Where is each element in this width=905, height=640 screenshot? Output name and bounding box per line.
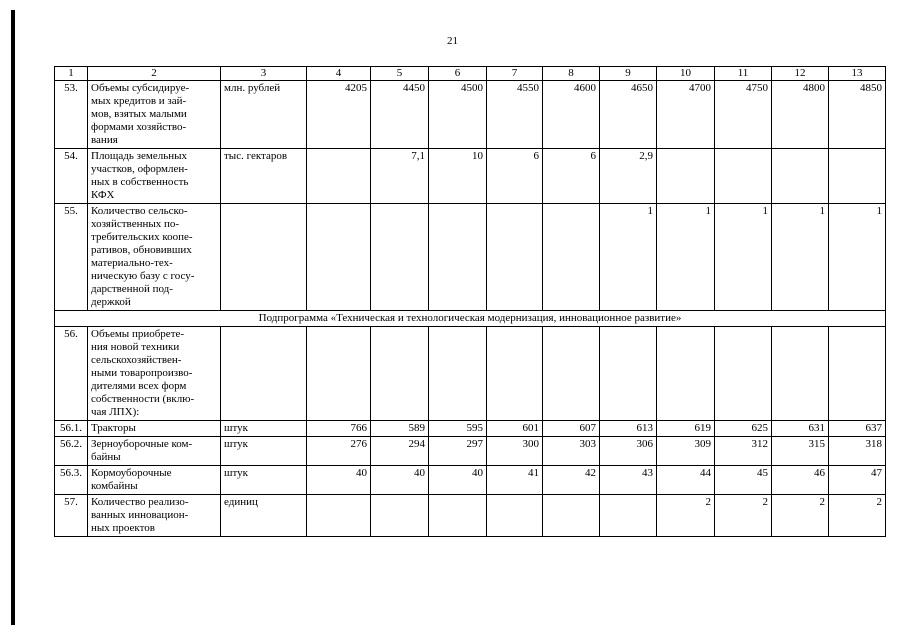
indicator-name-line: материально-тех-: [91, 257, 173, 269]
value-cell: 10: [429, 149, 487, 204]
value-cell: 4550: [487, 81, 543, 149]
value-cell: [307, 495, 371, 537]
indicator-name-line: мов, взятых малыми: [91, 108, 187, 120]
indicator-name-line: вания: [91, 134, 118, 146]
indicator-name-line: ными товаропроизво-: [91, 367, 193, 379]
value-cell: [543, 327, 600, 421]
value-cell: 4500: [429, 81, 487, 149]
value-cell: [829, 327, 886, 421]
value-cell: 637: [829, 421, 886, 437]
value-cell: 6: [543, 149, 600, 204]
indicator-name-line: Кормоуборочные: [91, 467, 172, 479]
value-cell: 2: [715, 495, 772, 537]
indicator-name: [88, 495, 221, 537]
value-cell: 42: [543, 466, 600, 495]
row-number: 57.: [55, 495, 88, 537]
indicator-name-line: собственности (вклю-: [91, 393, 195, 405]
value-cell: 40: [429, 466, 487, 495]
value-cell: 46: [772, 466, 829, 495]
column-number: 3: [221, 67, 307, 81]
table-row: [55, 495, 886, 537]
unit-cell: единиц: [221, 495, 307, 537]
value-cell: [429, 204, 487, 311]
column-number: 4: [307, 67, 371, 81]
indicator-name-line: дителями всех форм: [91, 380, 187, 392]
value-cell: 1: [829, 204, 886, 311]
column-number-row: [55, 67, 886, 81]
unit-cell: тыс. гектаров: [221, 149, 307, 204]
column-number: 12: [772, 67, 829, 81]
value-cell: 589: [371, 421, 429, 437]
value-cell: 40: [307, 466, 371, 495]
value-cell: 7,1: [371, 149, 429, 204]
indicator-name-line: формами хозяйство-: [91, 121, 187, 133]
value-cell: 1: [715, 204, 772, 311]
unit-cell: штук: [221, 466, 307, 495]
indicator-name: [88, 149, 221, 204]
indicator-name-line: Зерноуборочные ком-: [91, 438, 193, 450]
column-number: 11: [715, 67, 772, 81]
value-cell: 294: [371, 437, 429, 466]
value-cell: 607: [543, 421, 600, 437]
indicator-name-line: КФХ: [91, 189, 115, 201]
margin-bar: [11, 10, 15, 625]
column-number: 8: [543, 67, 600, 81]
value-cell: 2: [772, 495, 829, 537]
unit-cell: штук: [221, 421, 307, 437]
row-number: 56.: [55, 327, 88, 421]
value-cell: 4450: [371, 81, 429, 149]
table-row: [55, 149, 886, 204]
value-cell: 300: [487, 437, 543, 466]
value-cell: 1: [600, 204, 657, 311]
value-cell: [715, 149, 772, 204]
value-cell: [307, 327, 371, 421]
value-cell: [772, 327, 829, 421]
indicator-name-line: Объемы субсидируе-: [91, 82, 190, 94]
value-cell: 315: [772, 437, 829, 466]
value-cell: 297: [429, 437, 487, 466]
value-cell: 41: [487, 466, 543, 495]
indicator-name: [88, 204, 221, 311]
column-number: 6: [429, 67, 487, 81]
indicator-name-line: мых кредитов и зай-: [91, 95, 187, 107]
indicator-name-line: дарственной под-: [91, 283, 173, 295]
indicator-name: [88, 466, 221, 495]
section-row: [55, 311, 886, 327]
value-cell: [307, 204, 371, 311]
table-row: [55, 204, 886, 311]
indicator-name-line: Площадь земельных: [91, 150, 188, 162]
table-body: [55, 67, 886, 537]
indicator-name-line: Объемы приобрете-: [91, 328, 185, 340]
column-number: 2: [88, 67, 221, 81]
value-cell: [715, 327, 772, 421]
value-cell: 45: [715, 466, 772, 495]
indicator-name: [88, 81, 221, 149]
value-cell: 276: [307, 437, 371, 466]
indicator-name-line: комбайны: [91, 480, 138, 492]
value-cell: 40: [371, 466, 429, 495]
indicator-name: [88, 437, 221, 466]
column-number: 9: [600, 67, 657, 81]
indicator-name-line: Тракторы: [91, 422, 136, 434]
indicator-table: [54, 66, 886, 537]
value-cell: [487, 327, 543, 421]
value-cell: 6: [487, 149, 543, 204]
unit-cell: штук: [221, 437, 307, 466]
value-cell: 613: [600, 421, 657, 437]
indicator-name-line: ния новой техники: [91, 341, 180, 353]
column-number: 1: [55, 67, 88, 81]
value-cell: [371, 204, 429, 311]
value-cell: 2: [829, 495, 886, 537]
value-cell: 318: [829, 437, 886, 466]
indicator-name-line: ных проектов: [91, 522, 155, 534]
indicator-name-line: держкой: [91, 296, 131, 308]
value-cell: 4600: [543, 81, 600, 149]
indicator-name-line: Количество реализо-: [91, 496, 189, 508]
unit-cell: [221, 327, 307, 421]
value-cell: 306: [600, 437, 657, 466]
column-number: 13: [829, 67, 886, 81]
unit-cell: млн. рублей: [221, 81, 307, 149]
value-cell: 4700: [657, 81, 715, 149]
indicator-name-line: участков, оформлен-: [91, 163, 188, 175]
row-number: 54.: [55, 149, 88, 204]
indicator-name-line: байны: [91, 451, 121, 463]
table-row: [55, 421, 886, 437]
table-row: [55, 327, 886, 421]
page-number: 21: [447, 35, 458, 47]
value-cell: [307, 149, 371, 204]
indicator-name: [88, 327, 221, 421]
value-cell: [600, 327, 657, 421]
row-number: 55.: [55, 204, 88, 311]
indicator-name-line: ных в собственность: [91, 176, 189, 188]
table-row: [55, 437, 886, 466]
row-number: 53.: [55, 81, 88, 149]
table-row: [55, 466, 886, 495]
value-cell: [829, 149, 886, 204]
value-cell: 625: [715, 421, 772, 437]
value-cell: 312: [715, 437, 772, 466]
value-cell: 309: [657, 437, 715, 466]
indicator-name-line: ративов, обновивших: [91, 244, 192, 256]
value-cell: [371, 327, 429, 421]
unit-cell: [221, 204, 307, 311]
value-cell: [543, 495, 600, 537]
value-cell: 43: [600, 466, 657, 495]
value-cell: 619: [657, 421, 715, 437]
column-number: 5: [371, 67, 429, 81]
value-cell: 4650: [600, 81, 657, 149]
value-cell: [600, 495, 657, 537]
table-row: [55, 81, 886, 149]
value-cell: 4205: [307, 81, 371, 149]
value-cell: 1: [772, 204, 829, 311]
value-cell: 303: [543, 437, 600, 466]
row-number: 56.3.: [55, 466, 88, 495]
section-title: Подпрограмма «Техническая и технологическая модернизация, инновационное развитие»: [55, 311, 886, 327]
indicator-name-line: ванных инновацион-: [91, 509, 189, 521]
value-cell: 595: [429, 421, 487, 437]
value-cell: 4750: [715, 81, 772, 149]
indicator-name-line: чая ЛПХ):: [91, 406, 140, 418]
column-number: 10: [657, 67, 715, 81]
value-cell: 2: [657, 495, 715, 537]
indicator-name-line: требительских коопе-: [91, 231, 193, 243]
indicator-name-line: хозяйственных по-: [91, 218, 180, 230]
value-cell: [657, 327, 715, 421]
value-cell: 44: [657, 466, 715, 495]
value-cell: 766: [307, 421, 371, 437]
value-cell: 601: [487, 421, 543, 437]
row-number: 56.2.: [55, 437, 88, 466]
value-cell: [371, 495, 429, 537]
column-number: 7: [487, 67, 543, 81]
indicator-name-line: сельскохозяйствен-: [91, 354, 182, 366]
indicator-name: [88, 421, 221, 437]
value-cell: [772, 149, 829, 204]
value-cell: 1: [657, 204, 715, 311]
value-cell: [429, 495, 487, 537]
value-cell: 631: [772, 421, 829, 437]
value-cell: [487, 204, 543, 311]
value-cell: 2,9: [600, 149, 657, 204]
value-cell: 4800: [772, 81, 829, 149]
value-cell: [429, 327, 487, 421]
value-cell: [543, 204, 600, 311]
value-cell: 47: [829, 466, 886, 495]
row-number: 56.1.: [55, 421, 88, 437]
value-cell: [487, 495, 543, 537]
indicator-name-line: ническую базу с госу-: [91, 270, 195, 282]
value-cell: 4850: [829, 81, 886, 149]
indicator-name-line: Количество сельско-: [91, 205, 188, 217]
value-cell: [657, 149, 715, 204]
